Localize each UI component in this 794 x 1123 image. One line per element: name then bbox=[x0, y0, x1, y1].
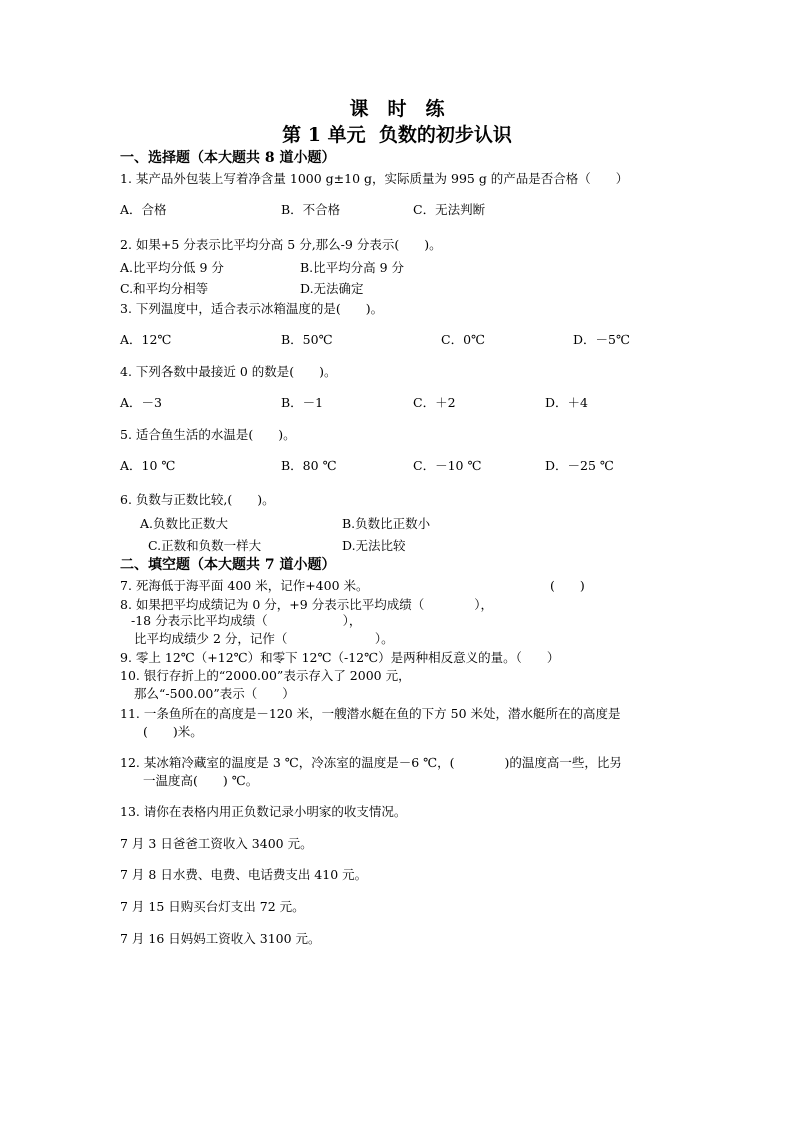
q10-line1: 10. 银行存折上的“2000.00”表示存入了 2000 元， bbox=[120, 668, 411, 683]
q4-option-b: B．－1 bbox=[281, 395, 324, 410]
q3-option-b: B．50℃ bbox=[281, 332, 333, 347]
q2-option-d: D.无法确定 bbox=[300, 281, 364, 296]
q8-line1: 8. 如果把平均成绩记为 0 分，+9 分表示比平均成绩（ ）， bbox=[120, 597, 493, 612]
q11-line1: 11. 一条鱼所在的高度是－120 米，一艘潜水艇在鱼的下方 50 米处，潜水艇所在的高度是 bbox=[120, 706, 621, 721]
q1-option-a: A．合格 bbox=[120, 202, 167, 217]
q4-option-d: D．＋4 bbox=[545, 395, 588, 410]
record-item: 7 月 8 日水费、电费、电话费支出 410 元。 bbox=[120, 867, 368, 882]
q3-option-d: D．－5℃ bbox=[573, 332, 630, 347]
q3-stem: 3. 下列温度中，适合表示冰箱温度的是( )。 bbox=[120, 301, 384, 316]
q4-option-a: A．－3 bbox=[120, 395, 162, 410]
q6-option-d: D.无法比较 bbox=[342, 538, 406, 553]
q8-line3: 比平均成绩少 2 分，记作（ ）。 bbox=[134, 631, 394, 646]
section-heading-choice: 一、选择题（本大题共 8 道小题） bbox=[120, 150, 336, 166]
q1-option-b: B．不合格 bbox=[281, 202, 341, 217]
q11-line2: ( )米。 bbox=[143, 724, 203, 739]
page-subtitle: 第 1 单元 负数的初步认识 bbox=[282, 124, 512, 146]
q3-option-a: A．12℃ bbox=[120, 332, 172, 347]
q4-stem: 4. 下列各数中最接近 0 的数是( )。 bbox=[120, 364, 337, 379]
q2-option-b: B.比平均分高 9 分 bbox=[300, 260, 405, 275]
q7-blank: ( ) bbox=[550, 578, 585, 593]
q9-stem: 9. 零上 12℃（+12℃）和零下 12℃（-12℃）是两种相反意义的量。（ ） bbox=[120, 650, 560, 665]
q2-stem: 2. 如果+5 分表示比平均分高 5 分,那么-9 分表示( )。 bbox=[120, 237, 442, 252]
q12-line2: 一温度高( ) ℃。 bbox=[143, 773, 259, 788]
q2-option-c: C.和平均分相等 bbox=[120, 281, 209, 296]
record-item: 7 月 15 日购买台灯支出 72 元。 bbox=[120, 899, 305, 914]
q13-stem: 13. 请你在表格内用正负数记录小明家的收支情况。 bbox=[120, 804, 407, 819]
q6-option-a: A.负数比正数大 bbox=[140, 516, 229, 531]
q5-option-b: B．80 ℃ bbox=[281, 458, 337, 473]
q12-line1: 12. 某冰箱冷藏室的温度是 3 ℃，冷冻室的温度是－6 ℃，( )的温度高一些，比另 bbox=[120, 755, 622, 770]
q2-option-a: A.比平均分低 9 分 bbox=[120, 260, 224, 275]
record-item: 7 月 3 日爸爸工资收入 3400 元。 bbox=[120, 836, 313, 851]
q3-option-c: C．0℃ bbox=[441, 332, 486, 347]
page-title: 课 时 练 bbox=[349, 98, 445, 120]
q5-option-c: C．－10 ℃ bbox=[413, 458, 482, 473]
q4-option-c: C．＋2 bbox=[413, 395, 456, 410]
section-heading-fill: 二、填空题（本大题共 7 道小题） bbox=[120, 557, 336, 573]
q6-option-c: C.正数和负数一样大 bbox=[148, 538, 262, 553]
q5-option-a: A．10 ℃ bbox=[120, 458, 176, 473]
q10-line2: 那么“-500.00”表示（ ） bbox=[134, 686, 295, 701]
q5-option-d: D．－25 ℃ bbox=[545, 458, 614, 473]
q6-option-b: B.负数比正数小 bbox=[342, 516, 431, 531]
q7-stem: 7. 死海低于海平面 400 米，记作+400 米。 bbox=[120, 578, 369, 593]
q6-stem: 6. 负数与正数比较,( )。 bbox=[120, 492, 275, 507]
q8-line2: -18 分表示比平均成绩（ ）， bbox=[131, 613, 362, 628]
q5-stem: 5. 适合鱼生活的水温是( )。 bbox=[120, 427, 296, 442]
record-item: 7 月 16 日妈妈工资收入 3100 元。 bbox=[120, 931, 321, 946]
q1-stem: 1. 某产品外包装上写着净含量 1000 g±10 g，实际质量为 995 g 的产品是否合格（ ） bbox=[120, 171, 629, 186]
q1-option-c: C．无法判断 bbox=[413, 202, 486, 217]
